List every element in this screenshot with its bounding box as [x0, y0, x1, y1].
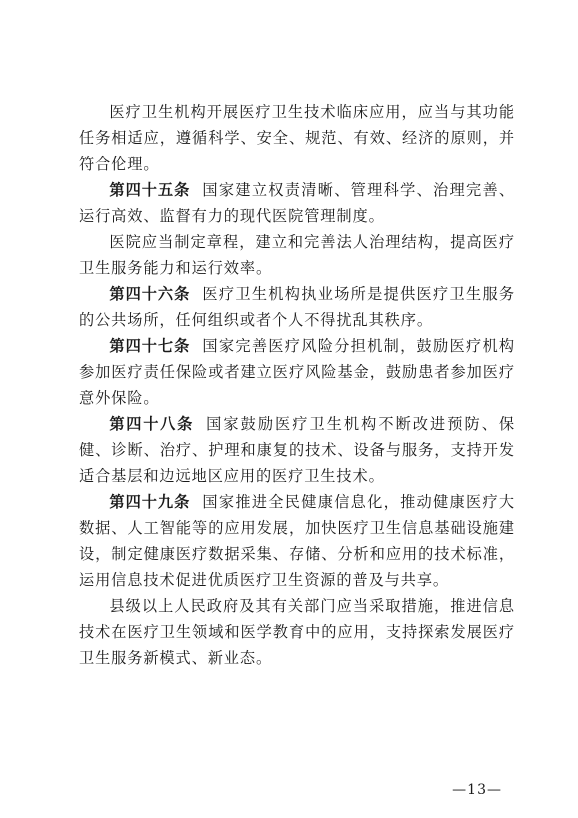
- paragraph: [79, 333, 515, 411]
- paragraph-text: 县级以上人民政府及其有关部门应当采取措施，推进信息技术在医疗卫生领域和医学教育中的应用，支持探索发展医疗卫生服务新模式、新业态。: [79, 597, 515, 667]
- paragraph: [79, 281, 515, 333]
- page-number: —13—: [452, 782, 502, 798]
- paragraph-text: 国家建立权责清晰、管理科学、治理完善、运行高效、监督有力的现代医院管理制度。: [79, 181, 516, 225]
- paragraph: [79, 593, 515, 671]
- body-text: [79, 99, 515, 671]
- article-number: 第四十九条: [109, 493, 191, 511]
- paragraph-text: 国家鼓励医疗卫生机构不断改进预防、保健、诊断、治疗、护理和康复的技术、设备与服务，支持开发适合基层和边远地区应用的医疗卫生技术。: [79, 415, 516, 485]
- paragraph: [79, 99, 515, 177]
- paragraph-text: 国家推进全民健康信息化，推动健康医疗大数据、人工智能等的应用发展，加快医疗卫生信息基础设施建设，制定健康医疗数据采集、存储、分析和应用的技术标准，运用信息技术促进优质医疗卫生资源的普及与共享。: [79, 493, 516, 589]
- article-number: 第四十六条: [109, 285, 191, 303]
- paragraph-text: 医疗卫生机构开展医疗卫生技术临床应用，应当与其功能任务相适应，遵循科学、安全、规范、有效、经济的原则，并符合伦理。: [79, 103, 515, 173]
- article-number: 第四十五条: [109, 181, 191, 199]
- paragraph-text: 医疗卫生机构执业场所是提供医疗卫生服务的公共场所，任何组织或者个人不得扰乱其秩序。: [79, 285, 516, 329]
- paragraph: [79, 411, 515, 489]
- article-number: 第四十七条: [109, 337, 191, 355]
- paragraph-text: 医院应当制定章程，建立和完善法人治理结构，提高医疗卫生服务能力和运行效率。: [79, 233, 515, 277]
- paragraph-text: 国家完善医疗风险分担机制，鼓励医疗机构参加医疗责任保险或者建立医疗风险基金，鼓励患者参加医疗意外保险。: [79, 337, 516, 407]
- paragraph: [79, 489, 515, 593]
- paragraph: [79, 229, 515, 281]
- article-number: 第四十八条: [109, 415, 194, 433]
- paragraph: [79, 177, 515, 229]
